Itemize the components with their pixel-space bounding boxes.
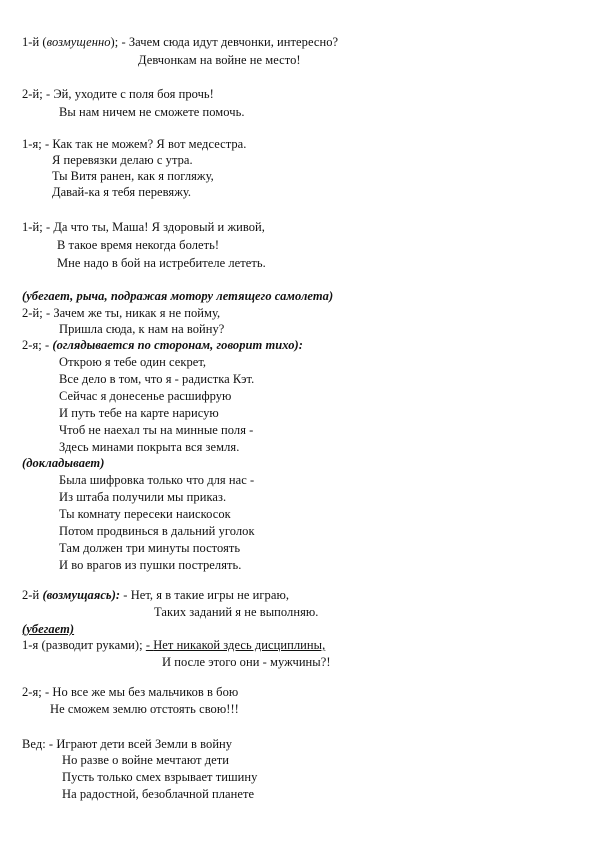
speaker-label: 1-й ( bbox=[22, 35, 47, 49]
script-line: Девчонкам на войне не место! bbox=[138, 53, 301, 67]
script-line: Не сможем землю отстоять свою!!! bbox=[50, 702, 239, 716]
script-line: Ты комнату пересеки наискосок bbox=[59, 507, 231, 521]
stage-direction: (оглядывается по сторонам, говорит тихо): bbox=[52, 338, 303, 352]
script-line: Ты Витя ранен, как я погляжу, bbox=[52, 169, 214, 183]
script-line: Все дело в том, что я - радистка Кэт. bbox=[59, 372, 255, 386]
script-line bbox=[22, 588, 289, 603]
script-line: Вед: - Играют дети всей Земли в войну bbox=[22, 737, 233, 751]
dash-underlined: - bbox=[145, 638, 154, 652]
script-line bbox=[22, 35, 338, 50]
script-line: Но разве о войне мечтают дети bbox=[62, 753, 230, 767]
script-line bbox=[22, 338, 303, 353]
script-line: Сейчас я донесенье расшифрую bbox=[59, 389, 232, 403]
script-line bbox=[22, 638, 325, 653]
script-line: 1-й; - Да что ты, Маша! Я здоровый и живой, bbox=[22, 220, 265, 234]
stage-direction: (возмущаясь): bbox=[42, 588, 121, 602]
script-line: И путь тебе на карте нарисую bbox=[59, 406, 219, 420]
speaker-label: 1-я (разводит руками); bbox=[22, 638, 146, 652]
script-line: В такое время некогда болеть! bbox=[57, 238, 220, 252]
script-line: Здесь минами покрыта вся земля. bbox=[59, 440, 240, 454]
script-line: Таких заданий я не выполняю. bbox=[154, 605, 319, 619]
speaker-label: 2-я; - bbox=[22, 338, 53, 352]
script-line: Потом продвинься в дальний уголок bbox=[59, 524, 255, 538]
script-line: И во врагов из пушки пострелять. bbox=[59, 558, 242, 572]
stage-direction: (докладывает) bbox=[22, 456, 105, 470]
stage-direction: возмущенно bbox=[46, 35, 111, 49]
stage-direction: (убегает) bbox=[22, 622, 75, 636]
script-line: Из штаба получили мы приказ. bbox=[59, 490, 227, 504]
script-line: И после этого они - мужчины?! bbox=[162, 655, 331, 669]
script-line: 1-я; - Как так не можем? Я вот медсестра. bbox=[22, 137, 247, 151]
script-line: Я перевязки делаю с утра. bbox=[52, 153, 193, 167]
script-line: Чтоб не наехал ты на минные поля - bbox=[59, 423, 254, 437]
script-line: На радостной, безоблачной планете bbox=[62, 787, 255, 801]
script-line: 2-й; - Зачем же ты, никак я не пойму, bbox=[22, 306, 221, 320]
dialogue-text: ); - Зачем сюда идут девчонки, интересно? bbox=[110, 35, 339, 49]
script-line: Мне надо в бой на истребителе лететь. bbox=[57, 256, 266, 270]
dialogue-text: - Нет, я в такие игры не играю, bbox=[120, 588, 290, 602]
script-line: Открою я тебе один секрет, bbox=[59, 355, 207, 369]
script-line: Была шифровка только что для нас - bbox=[59, 473, 255, 487]
speaker-label: 2-й bbox=[22, 588, 43, 602]
script-line: 2-й; - Эй, уходите с поля боя прочь! bbox=[22, 87, 214, 101]
script-line: Там должен три минуты постоять bbox=[59, 541, 241, 555]
script-line: Пришла сюда, к нам на войну? bbox=[59, 322, 225, 336]
script-line: Вы нам ничем не сможете помочь. bbox=[59, 105, 245, 119]
dialogue-text: Нет никакой здесь дисциплины, bbox=[153, 638, 326, 652]
script-line: Пусть только смех взрывает тишину bbox=[62, 770, 258, 784]
script-line: 2-я; - Но все же мы без мальчиков в бою bbox=[22, 685, 239, 699]
script-line: Давай-ка я тебя перевяжу. bbox=[52, 185, 192, 199]
stage-direction: (убегает, рыча, подражая мотору летящего самолета) bbox=[22, 289, 334, 303]
